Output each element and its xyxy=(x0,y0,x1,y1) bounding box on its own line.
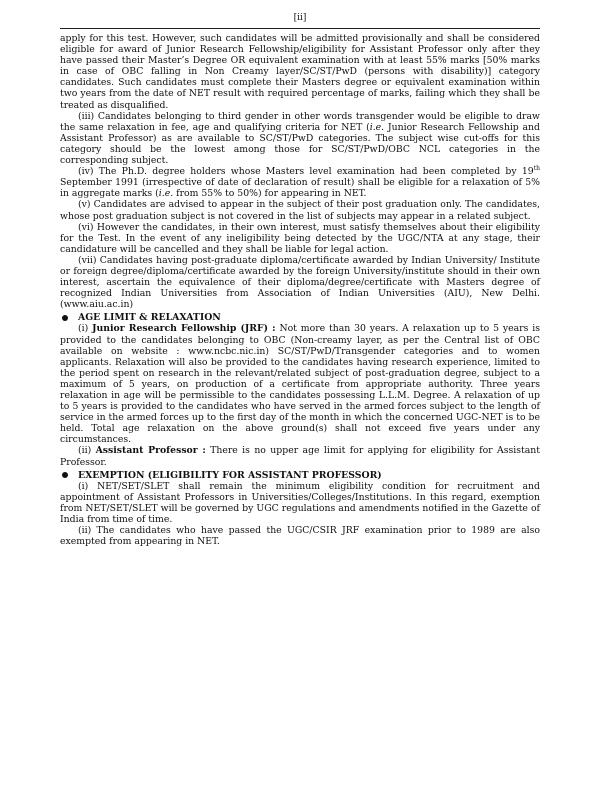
document-page xyxy=(60,12,540,547)
paragraph-iv-text-b: September 1991 (irrespective of date of declaration of result) shall be eligible for a relaxation of 5% in aggregate marks ( xyxy=(60,177,540,200)
paragraph-ap-label: Assistant Professor : xyxy=(95,445,206,457)
paragraph-vii: (vii) Candidates having post-graduate diploma/certificate awarded by Indian University/ Institute or foreign degree/diploma/certificate awarded by the foreign University/institute should in their own interest, ascertain the equivalence of their diploma/degree/certificate with Masters degree of recognized Indian Universities from Association of Indian Universities (AIU), New Delhi. (www.aiu.ac.in) xyxy=(60,254,540,311)
paragraph-iii-text-a: (iii) Candidates belonging to third gender in other words transgender would be eligible to draw the same relaxation in fee, age and qualifying criteria for NET ( xyxy=(60,110,540,133)
paragraph-exemption-i: (i) NET/SET/SLET shall remain the minimum eligibility condition for recruitment and appointment of Assistant Professors in Universities/Colleges/Institutions. In this regard, exemption from NET/SET/SLET will be governed by UGC regulations and amendments notified in the Gazette of India from time of time. xyxy=(60,480,540,526)
paragraph-ap-text: There is no upper age limit for applying for eligibility for Assistant Professor. xyxy=(60,445,541,468)
paragraph-jrf-text: Not more than 30 years. A relaxation up to 5 years is provided to the candidates belonging to OBC (Non-creamy layer, as per the Central list of OBC available on website : www.ncbc.nic.in) SC/ST/PwD/Transgender categories and to women applicants. Relaxation will also be provided to the candidates having research experience, limited to the period spent on research in the relevant/related subject of post-graduation degree, subject to a maximum of 5 years, on production of a certificate from appropriate authority. Three years relaxation in age will be permissible to the candidates possessing L.L.M. Degree. A relaxation of up to 5 years is provided to the candidates who have served in the armed forces subject to the length of service in the armed forces up to the first day of the month in which the concerned UGC-NET is to be held. Total age relaxation on the above ground(s) shall not exceed five years under any circumstances. xyxy=(60,323,540,446)
header-rule xyxy=(60,28,540,29)
paragraph-assistant-professor xyxy=(60,445,540,467)
bullet-icon xyxy=(62,472,68,478)
section-heading-exemption xyxy=(60,470,540,481)
bullet-icon xyxy=(62,315,68,321)
paragraph-iv-text-a: (iv) The Ph.D. degree holders whose Masters level examination had been completed by 19 xyxy=(78,166,534,178)
paragraph-exemption-ii: (ii) The candidates who have passed the UGC/CSIR JRF examination prior to 1989 are also exempted from appearing in NET. xyxy=(60,525,540,548)
paragraph-jrf-label: Junior Research Fellowship (JRF) : xyxy=(92,323,276,335)
paragraph-iv xyxy=(60,166,540,199)
section-heading-exemption-text: EXEMPTION (ELIGIBILITY FOR ASSISTANT PROFESSOR) xyxy=(78,469,382,481)
paragraph-iv-ie: i.e. xyxy=(158,188,174,200)
paragraph-iv-sup: th xyxy=(533,165,540,173)
section-heading-age-text: AGE LIMIT & RELAXATION xyxy=(78,312,221,324)
paragraph-jrf xyxy=(60,323,540,445)
paragraph-ap-prefix: (ii) xyxy=(78,445,96,457)
paragraph-iv-text-c: from 55% to 50%) for appearing in NET. xyxy=(173,188,367,200)
paragraph-iii-ie: i.e. xyxy=(369,121,385,133)
paragraph-iii xyxy=(60,111,540,166)
page-number: [ii] xyxy=(293,13,307,23)
section-heading-age xyxy=(60,312,540,323)
paragraph-vi: (vi) However the candidates, in their own interest, must satisfy themselves about their eligibility for the Test. In the event of any ineligibility being detected by the UGC/NTA at any stage, their candidature will be cancelled and they shall be liable for legal action. xyxy=(60,221,540,255)
paragraph-v: (v) Candidates are advised to appear in the subject of their post graduation only. The candidates, whose post graduation subject is not covered in the list of subjects may appear in a related subject. xyxy=(60,199,540,222)
paragraph-intro: apply for this test. However, such candidates will be admitted provisionally and shall be considered eligible for award of Junior Research Fellowship/eligibility for Assistant Professor only after they have passed their Master’s Degree OR equivalent examination with at least 55% marks [50% marks in case of OBC falling in Non Creamy layer/SC/ST/PwD (persons with disability)] category candidates. Such candidates must complete their Masters degree or equivalent examination within two years from the date of NET result with required percentage of marks, failing which they shall be treated as disqualified. xyxy=(60,33,540,111)
paragraph-jrf-prefix: (i) xyxy=(78,323,93,335)
paragraph-iii-text-b: Junior Research Fellowship and Assistant Professor) as are available to SC/ST/PwD categories. The subject wise cut-offs for this category should be the lowest among those for SC/ST/PwD/OBC NCL categories in the corresponding subject. xyxy=(60,121,540,167)
